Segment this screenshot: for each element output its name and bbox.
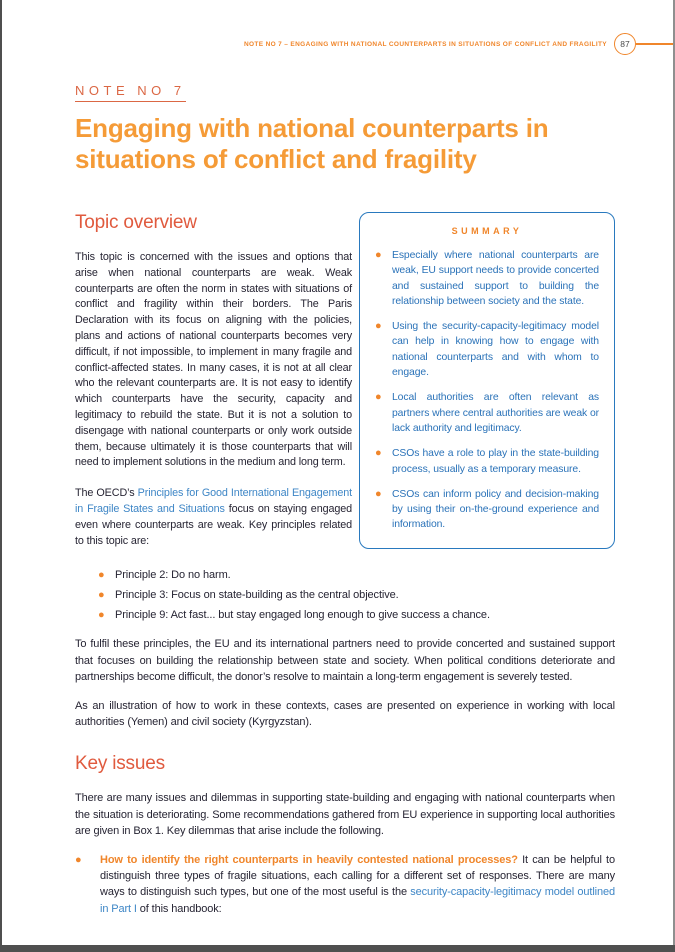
topic-overview-section [75,212,615,549]
bullet-dot-icon: ● [98,609,105,622]
principle-text: Principle 2: Do no harm. [115,569,231,582]
summary-heading: SUMMARY [451,226,523,236]
note-number-label: NOTE NO 7 [75,83,186,102]
page-bottom-bar [0,945,675,952]
principle-item [75,565,615,585]
oecd-principles-link[interactable]: Principles for Good International Engagement in Fragile States and Situations [75,487,352,515]
page-title: Engaging with national counterparts in situations of conflict and fragility [75,113,549,174]
key-issues-bullet-item [75,852,615,917]
bullet-dot-icon: ● [375,447,382,460]
bullet-dot-icon: ● [98,589,105,602]
summary-item [375,248,599,309]
dilemma-question: How to identify the right counterparts in heavily contested national processes? [100,853,518,866]
running-header-title: NOTE NO 7 – ENGAGING WITH NATIONAL COUNTERPARTS IN SITUATIONS OF CONFLICT AND FRAGILITY [243,40,607,48]
fulfil-principles-paragraph: To fulfil these principles, the EU and its international partners need to provide concerted and sustained support that focuses on building the relationship between state and society. When political conditions deteriorate and partnerships become difficult, the donor’s resolve to maintain a long-term engagement is severely tested. [75,638,615,683]
paragraph-text: The OECD’s [75,487,138,500]
principles-list [75,565,615,625]
topic-overview-column [75,212,352,549]
page-number-badge [614,33,636,55]
summary-box [359,212,615,549]
principle-item [75,585,615,605]
summary-item-text: Local authorities are often relevant as partners where central authorities are weak or lack authority and legitimacy. [392,392,599,434]
bullet-dot-icon: ● [375,249,382,261]
page-left-edge [0,0,2,952]
paragraph-text: focus on staying engaged even where counterparts are weak. Key principles related to this topic are: [75,502,353,547]
key-issues-paragraph: There are many issues and dilemmas in supporting state-building and engaging with national counterparts when the situation is deteriorating. Some recommendations gathered from EU experience in supporting local authorities are given in Box 1. Key dilemmas that arise include the following. [75,792,615,837]
key-issues-heading: Key issues [75,753,165,775]
summary-item-text: CSOs have a role to play in the state-building process, usually as a temporary measure. [392,448,599,475]
header-rule-line [636,43,673,45]
bullet-dot-icon: ● [375,487,382,500]
summary-list [375,248,599,533]
illustration-paragraph: As an illustration of how to work in these contexts, cases are presented on experience in working with local authorities (Yemen) and civil society (Kyrgyzstan). [75,699,615,729]
topic-overview-paragraph-1: This topic is concerned with the issues and options that arise when national counterparts are weak. Weak counterparts are often the norm in states with situations of conflict and fragility within their borders. The Paris Declaration with its focus on aligning with the policies, plans and actions of national counterparts becomes very difficult, if not impossible, to implement in many fragile and conflict-affected states. In many cases, it is not at all clear who the relevant counterparts are. It is not easy to identify which counterparts have the security, capacity and legitimacy to rebuild the state. But it is not a solution to disengage with national counterparts or only work outside them, because ultimately it is those counterparts that will need to implement solutions in the medium and long term. [75,251,352,469]
security-capacity-legitimacy-link[interactable]: security-capacity-legitimacy model outlined in Part I [100,886,615,915]
summary-item-text: CSOs can inform policy and decision-making by using their on-the-ground experience and information. [392,488,599,531]
topic-overview-heading: Topic overview [75,212,197,233]
paragraph-text: It can be helpful to distinguish three types of fragile situations, each calling for a different set of responses. There are many ways to distinguish such types, but one of the most useful is the [100,853,615,899]
key-issues-bullet-text [100,852,615,917]
bullet-dot-icon: ● [75,853,82,866]
paragraph-text: of this handbook: [136,902,222,915]
summary-item-text: Especially where national counterparts are weak, EU support needs to provide concerted and sustained support to building the relationship between society and the state. [392,250,599,307]
summary-item-text: Using the security-capacity-legitimacy model can help in knowing how to engage with national counterparts and with whom to engage. [392,321,599,379]
principle-item [75,605,615,625]
principle-text: Principle 9: Act fast... but stay engaged long enough to give success a chance. [115,609,490,622]
page-body [75,82,615,917]
summary-item [375,319,599,380]
principle-text: Principle 3: Focus on state-building as the central objective. [115,589,399,602]
bullet-dot-icon: ● [375,391,382,404]
topic-overview-paragraph-2 [75,486,352,549]
bullet-dot-icon: ● [98,569,105,582]
summary-item [375,446,599,477]
summary-item [375,487,599,533]
page-number: 87 [620,39,630,49]
summary-item [375,390,599,436]
bullet-dot-icon: ● [375,320,382,333]
running-header [0,33,673,55]
